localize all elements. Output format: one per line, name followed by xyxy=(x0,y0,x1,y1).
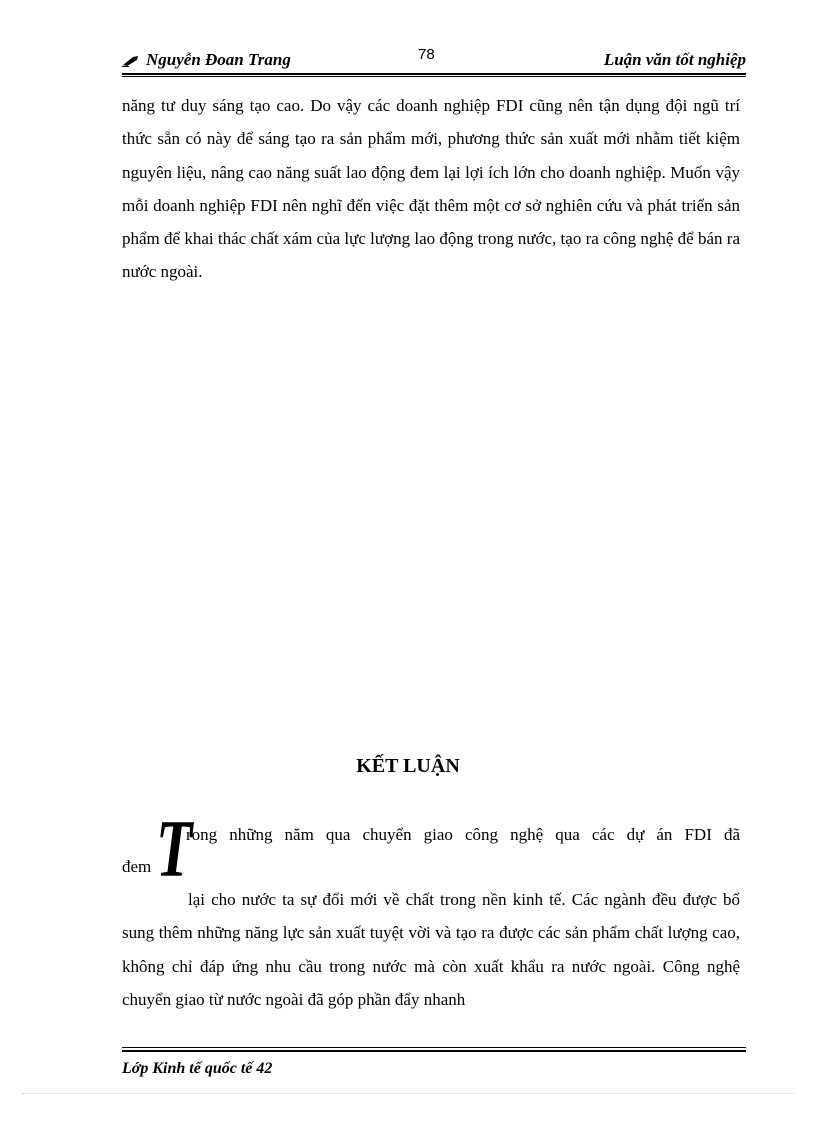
header-author-name: Nguyễn Đoan Trang xyxy=(146,50,291,69)
header-author xyxy=(122,50,291,70)
body-paragraph: năng tư duy sáng tạo cao. Do vậy các doanh nghiệp FDI cũng nên tận dụng đội ngũ trí thức sẵn có này để sáng tạo ra sản phẩm mới, phương thức sản xuất mới nhằm tiết kiệm nguyên liệu, nâng cao năng suất lao động đem lại lợi ích lớn cho doanh nghiệp. Muốn vậy mỗi doanh nghiệp FDI nên nghĩ đến việc đặt thêm một cơ sở nghiên cứu và phát triển sản phẩm để khai thác chất xám của lực lượng lao động trong nước, tạo ra công nghệ để bán ra nước ngoài. xyxy=(122,96,740,282)
footer-class-label: Lớp Kinh tế quốc tế 42 xyxy=(122,1060,273,1077)
drop-cap-lead-word: đem xyxy=(122,857,152,876)
section-heading: KẾT LUẬN xyxy=(356,755,460,777)
drop-cap-first-line: rong những năm qua chuyển giao công nghệ qua các dự án FDI đã xyxy=(186,825,740,844)
page-header xyxy=(122,46,746,74)
pen-icon xyxy=(122,55,140,67)
body-paragraph-conclusion xyxy=(122,883,740,1016)
page-number: 78 xyxy=(418,46,435,63)
header-rule xyxy=(122,73,746,77)
page-bottom-border xyxy=(22,1093,794,1094)
drop-cap: T xyxy=(156,803,193,894)
header-thesis-label: Luận văn tốt nghiệp xyxy=(603,50,746,69)
conclusion-text: lại cho nước ta sự đổi mới về chất trong nền kinh tế. Các ngành đều được bổ sung thêm những năng lực sản xuất tuyệt vời và tạo ra được các sản phẩm chất lượng cao, không chỉ đáp ứng nhu cầu trong nước mà còn xuất khẩu ra nước ngoài. Công nghệ chuyển giao từ nước ngoài đã góp phần đẩy nhanh xyxy=(122,890,740,1009)
footer-rule xyxy=(122,1047,746,1052)
